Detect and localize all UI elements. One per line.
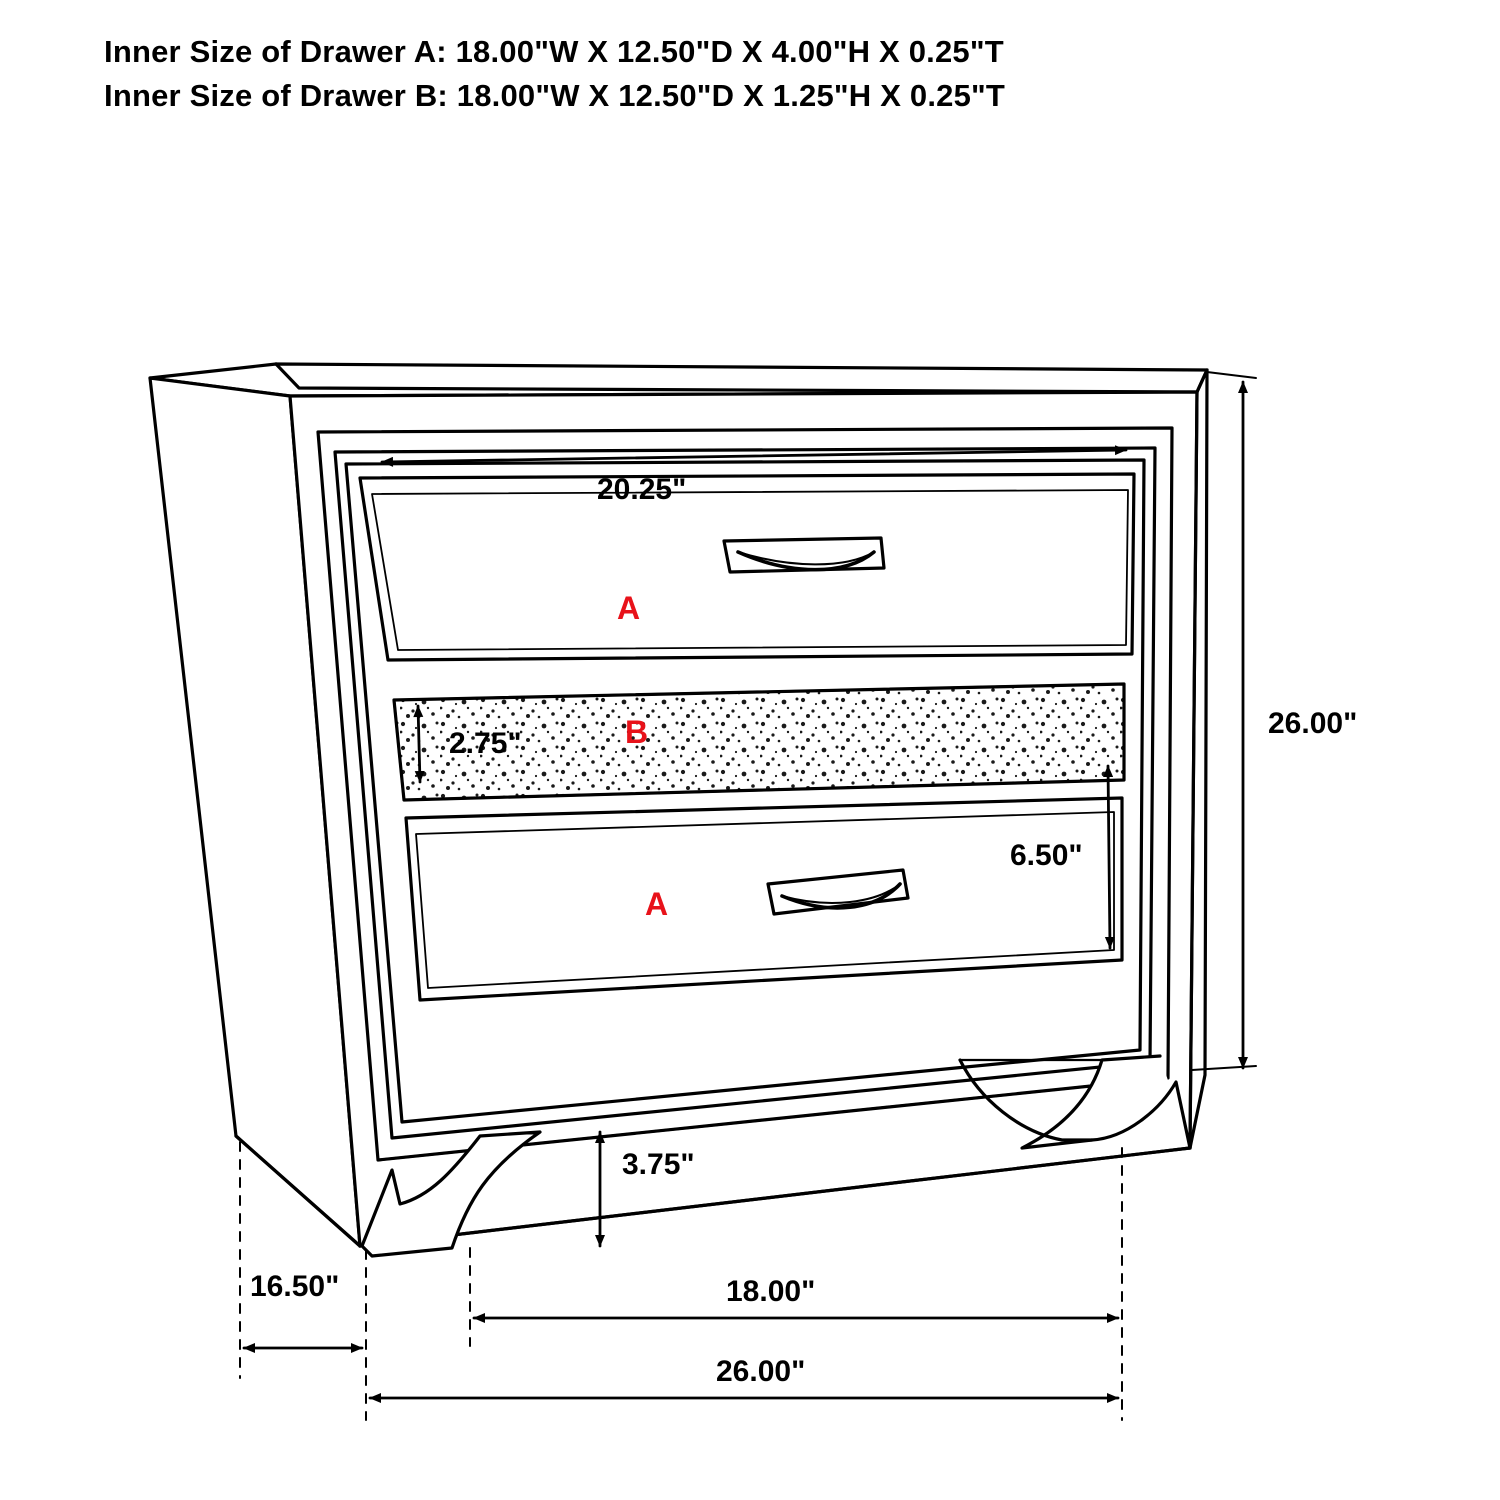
drawer-label-a-bottom: A (645, 886, 669, 922)
spec-line-drawer-a: Inner Size of Drawer A: 18.00"W X 12.50"D X 4.00"H X 0.25"T (104, 34, 1004, 69)
dimension-overall-width: 26.00" (716, 1355, 806, 1388)
dimension-leg-span: 18.00" (726, 1275, 816, 1308)
dimension-drawer-b-height: 2.75" (449, 727, 522, 760)
dimension-side-depth: 16.50" (250, 1270, 340, 1303)
drawer-label-a-top: A (617, 590, 641, 626)
dimension-leg-height: 3.75" (622, 1148, 695, 1181)
dimension-front-width: 20.25" (597, 473, 687, 506)
drawer-label-b: B (625, 714, 649, 750)
dimension-lower-drawer-height: 6.50" (1010, 839, 1083, 872)
dimension-overall-height: 26.00" (1268, 707, 1358, 740)
spec-line-drawer-b: Inner Size of Drawer B: 18.00"W X 12.50"D X 1.25"H X 0.25"T (104, 78, 1006, 114)
